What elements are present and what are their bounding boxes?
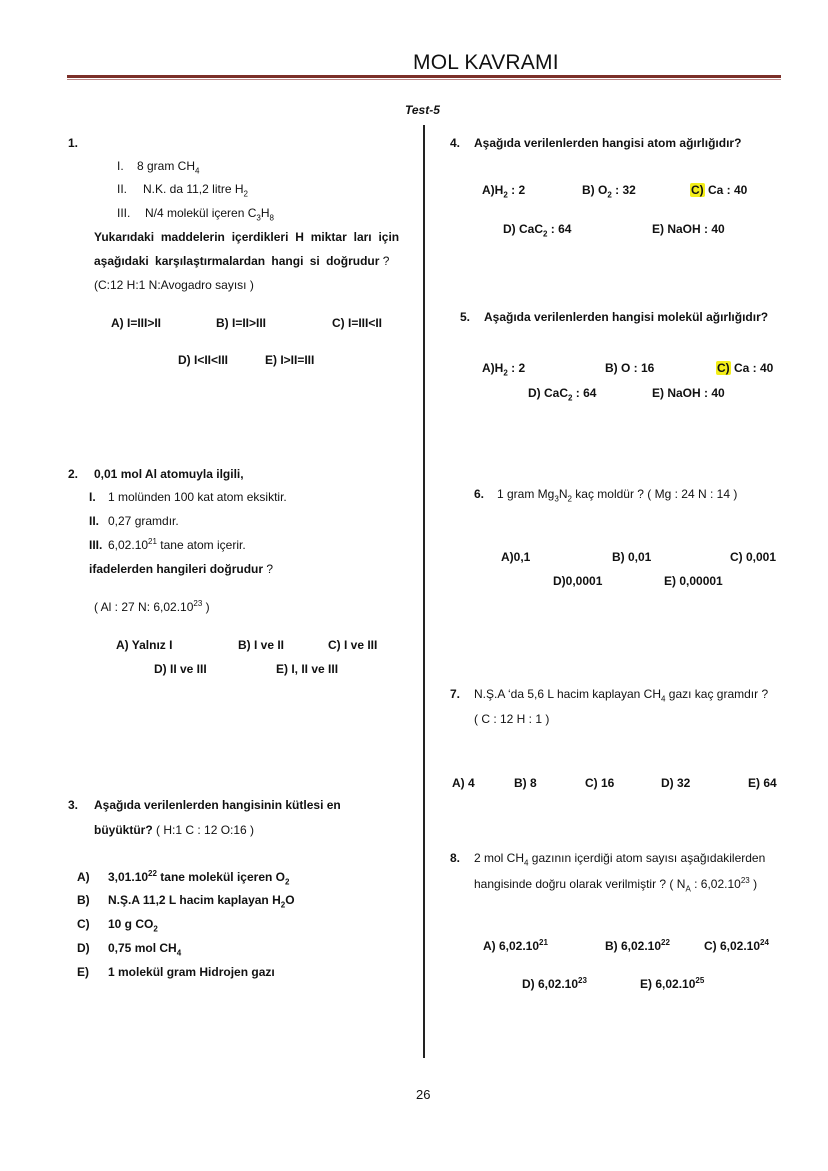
q2-option-c[interactable]: C) I ve III [328, 638, 378, 652]
q1-item-3: III. N/4 molekül içeren $C_3H_8$ [117, 206, 274, 223]
q8-option-a[interactable]: A) 6,02.10$^{21}$ [483, 938, 548, 953]
highlight-mark: C) [691, 183, 704, 197]
title-rule [67, 75, 781, 78]
q2-question: ifadelerden hangileri doğrudur ? [89, 562, 274, 576]
q3-stem-line-1: Aşağıda verilenlerden hangisinin kütlesi en [94, 798, 341, 812]
q5-option-e[interactable]: E) NaOH : 40 [652, 386, 725, 400]
test-label: Test-5 [405, 103, 440, 117]
q1-stem-line-2: aşağıdaki karşılaştırmalardan hangi si doğrudur ? [94, 254, 390, 268]
q1-stem-line-1: Yukarıdaki maddelerin içerdikleri H miktar ları için [94, 230, 400, 244]
q3-option-e[interactable]: E) 1 molekül gram Hidrojen gazı [77, 965, 275, 979]
q3-option-a[interactable]: A) 3,01.10$^{22}$ tane molekül içeren $O_2$ [77, 869, 290, 887]
q2-item-1: I. 1 molünden 100 kat atom eksiktir. [89, 490, 287, 504]
q4-option-c[interactable]: C) Ca : 40 [691, 183, 748, 197]
q6-option-c[interactable]: C) 0,001 [730, 550, 777, 564]
q3-option-d[interactable]: D) 0,75 mol $CH_4$ [77, 941, 182, 958]
q5-stem: Aşağıda verilenlerden hangisi molekül ağırlığıdır? [484, 310, 769, 324]
column-divider [423, 125, 425, 1058]
q1-option-a[interactable]: A) I=III>II [111, 316, 162, 330]
q8-option-d[interactable]: D) 6,02.10$^{23}$ [522, 976, 587, 991]
q2-number: 2. [68, 467, 79, 481]
q2-option-d[interactable]: D) II ve III [154, 662, 207, 676]
q4-option-a[interactable]: $A)H_2$ : 2 [482, 183, 526, 200]
q2-constants: ( Al : 27 N: 6,02.10$^{23}$ ) [94, 599, 210, 614]
q8-stem-line-1: 2 mol $CH_4$ gazının içerdiği atom sayısı aşağıdakilerden [474, 851, 766, 868]
q6-stem: 1 gram $Mg_3N_2$ kaç moldür ? ( Mg : 24 N : 14 ) [497, 487, 738, 504]
q4-option-e[interactable]: E) NaOH : 40 [652, 222, 725, 236]
q6-option-a[interactable]: A)0,1 [501, 550, 531, 564]
q6-option-b[interactable]: B) 0,01 [612, 550, 652, 564]
q5-number: 5. [460, 310, 471, 324]
q8-number: 8. [450, 851, 461, 865]
q8-option-b[interactable]: B) 6,02.10$^{22}$ [605, 938, 670, 953]
q2-item-2: II. 0,27 gramdır. [89, 514, 179, 528]
q1-constants: (C:12 H:1 N:Avogadro sayısı ) [94, 278, 254, 292]
q7-option-b[interactable]: B) 8 [514, 776, 537, 790]
q6-number: 6. [474, 487, 485, 501]
q4-number: 4. [450, 136, 461, 150]
q7-stem: N.Ş.A ‘da 5,6 L hacim kaplayan $CH_4$ gazı kaç gramdır ? [474, 687, 769, 704]
q7-number: 7. [450, 687, 461, 701]
q1-option-c[interactable]: C) I=III<II [332, 316, 383, 330]
q1-number: 1. [68, 136, 79, 150]
q2-option-b[interactable]: B) I ve II [238, 638, 285, 652]
q3-option-c[interactable]: C) 10 g $CO_2$ [77, 917, 158, 934]
title-rule-thin [67, 79, 781, 80]
q7-constants: ( C : 12 H : 1 ) [474, 712, 550, 726]
q7-option-d[interactable]: D) 32 [661, 776, 691, 790]
q1-item-2: II. N.K. da 11,2 litre $H_2$ [117, 182, 248, 199]
q7-option-c[interactable]: C) 16 [585, 776, 615, 790]
q4-option-b[interactable]: B) $O_2$ : 32 [582, 183, 636, 200]
q2-item-3: III. 6,02.10$^{21}$ tane atom içerir. [89, 537, 246, 552]
q8-stem-line-2: hangisinde doğru olarak verilmiştir ? ( $N_A$ : 6,02.10$^{23}$ ) [474, 876, 758, 894]
highlight-mark: C) [717, 361, 730, 375]
q6-option-d[interactable]: D)0,0001 [553, 574, 603, 588]
page-title: MOL KAVRAMI [413, 51, 559, 74]
q5-option-b[interactable]: B) O : 16 [605, 361, 655, 375]
page-number: 26 [416, 1087, 431, 1102]
q4-option-d[interactable]: D) CaC$_2$ : 64 [503, 222, 572, 239]
q6-option-e[interactable]: E) 0,00001 [664, 574, 723, 588]
q1-option-d[interactable]: D) I<II<III [178, 353, 229, 367]
q2-stem: 0,01 mol Al atomuyla ilgili, [94, 467, 244, 481]
q3-number: 3. [68, 798, 79, 812]
q3-option-b[interactable]: B) N.Ş.A 11,2 L hacim kaplayan $H_2O$ [77, 893, 295, 910]
q1-option-e[interactable]: E) I>II=III [265, 353, 315, 367]
q5-option-a[interactable]: $A)H_2$ : 2 [482, 361, 526, 378]
q2-option-a[interactable]: A) Yalnız I [116, 638, 173, 652]
q4-stem: Aşağıda verilenlerden hangisi atom ağırlığıdır? [474, 136, 742, 150]
q7-option-a[interactable]: A) 4 [452, 776, 475, 790]
q1-item-1: I. 8 gram $CH_4$ [117, 159, 200, 176]
q8-option-c[interactable]: C) 6,02.10$^{24}$ [704, 938, 769, 953]
q5-option-c[interactable]: C) Ca : 40 [717, 361, 774, 375]
q3-stem-line-2: büyüktür? ( H:1 C : 12 O:16 ) [94, 823, 255, 837]
q5-option-d[interactable]: D) CaC$_2$ : 64 [528, 386, 597, 403]
q8-option-e[interactable]: E) 6,02.10$^{25}$ [640, 976, 705, 991]
q2-option-e[interactable]: E) I, II ve III [276, 662, 339, 676]
q7-option-e[interactable]: E) 64 [748, 776, 777, 790]
q1-option-b[interactable]: B) I=II>III [216, 316, 267, 330]
